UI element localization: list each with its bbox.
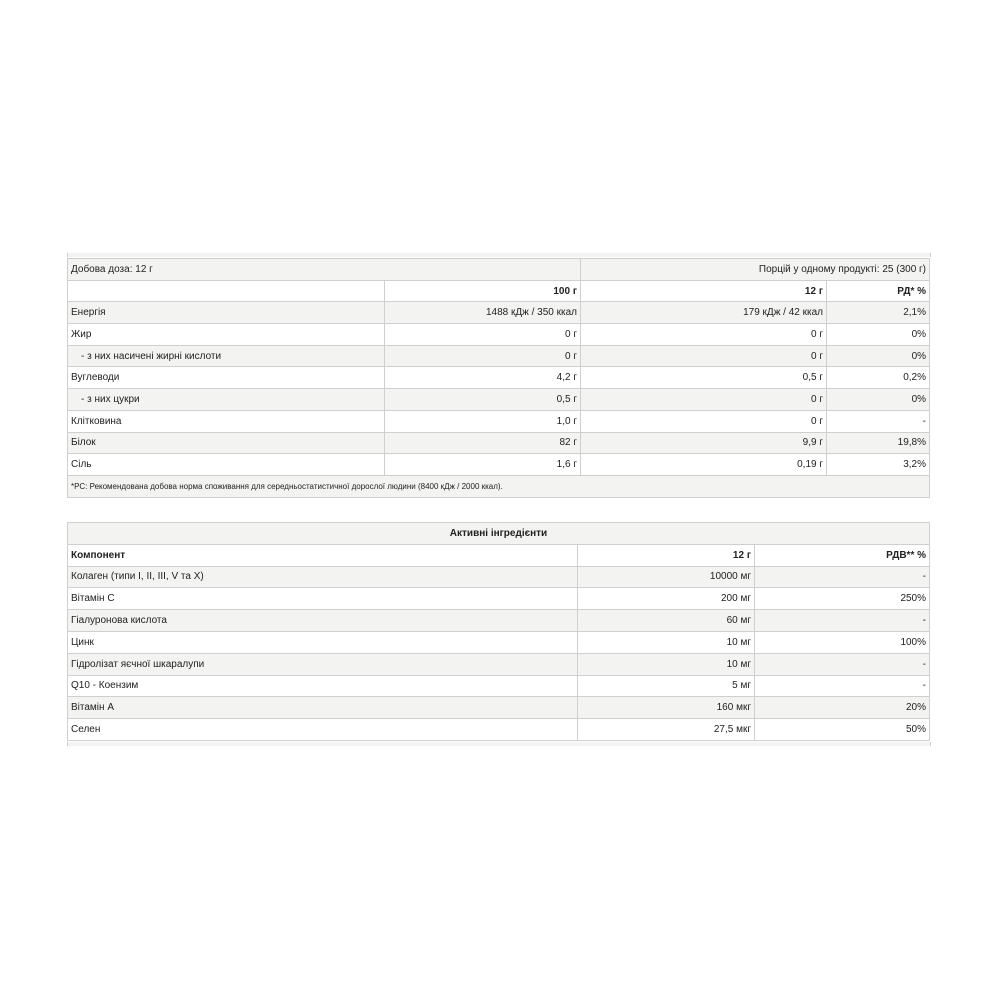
nutrient-rd: 0% xyxy=(827,324,930,346)
table-top-edge xyxy=(67,253,931,257)
nutrient-rd: 3,2% xyxy=(827,454,930,476)
header-rd: РД* % xyxy=(827,280,930,302)
ingredient-rdv: - xyxy=(755,653,930,675)
table-row xyxy=(68,345,930,367)
servings-label: Порцій у одному продукті: 25 (300 г) xyxy=(581,259,930,281)
header-rdv: РДВ** % xyxy=(755,544,930,566)
table-header-row xyxy=(68,544,930,566)
table-row xyxy=(68,697,930,719)
ingredient-amount: 200 мг xyxy=(578,588,755,610)
table-row xyxy=(68,475,930,497)
table-row xyxy=(68,389,930,411)
table-row xyxy=(68,653,930,675)
ingredient-name: Гіалуронова кислота xyxy=(68,610,578,632)
nutrient-rd: 0% xyxy=(827,345,930,367)
active-ingredients-title: Активні інгредієнти xyxy=(68,523,930,545)
nutrient-per100: 0,5 г xyxy=(385,389,581,411)
ingredient-name: Вітамін C xyxy=(68,588,578,610)
nutrient-name: Вуглеводи xyxy=(68,367,385,389)
table-row xyxy=(68,631,930,653)
table-row xyxy=(68,610,930,632)
table-row xyxy=(68,302,930,324)
ingredient-name: Селен xyxy=(68,719,578,741)
header-amount: 12 г xyxy=(578,544,755,566)
nutrient-rd: 0% xyxy=(827,389,930,411)
nutrient-per100: 1488 кДж / 350 ккал xyxy=(385,302,581,324)
table-row xyxy=(68,410,930,432)
nutrient-per100: 82 г xyxy=(385,432,581,454)
nutrient-name: - з них насичені жирні кислоти xyxy=(68,345,385,367)
ingredient-rdv: - xyxy=(755,675,930,697)
ingredient-rdv: 20% xyxy=(755,697,930,719)
nutrient-rd: 19,8% xyxy=(827,432,930,454)
ingredient-name: Вітамін A xyxy=(68,697,578,719)
nutrient-per12: 0,5 г xyxy=(581,367,827,389)
nutrient-per12: 0 г xyxy=(581,389,827,411)
table-bottom-edge xyxy=(67,742,931,746)
table-row xyxy=(68,566,930,588)
nutrient-name: Енергія xyxy=(68,302,385,324)
ingredient-amount: 27,5 мкг xyxy=(578,719,755,741)
ingredient-rdv: 250% xyxy=(755,588,930,610)
ingredient-amount: 10000 мг xyxy=(578,566,755,588)
table-row xyxy=(68,454,930,476)
daily-dose-label: Добова доза: 12 г xyxy=(68,259,581,281)
nutrition-facts-table xyxy=(67,258,930,498)
nutrient-name: Жир xyxy=(68,324,385,346)
ingredient-rdv: 50% xyxy=(755,719,930,741)
ingredient-amount: 160 мкг xyxy=(578,697,755,719)
header-12g: 12 г xyxy=(581,280,827,302)
nutrient-per12: 9,9 г xyxy=(581,432,827,454)
table-row xyxy=(68,259,930,281)
nutrient-per100: 0 г xyxy=(385,345,581,367)
table-row xyxy=(68,324,930,346)
table-header-row xyxy=(68,280,930,302)
active-ingredients-table xyxy=(67,522,930,741)
ingredient-name: Колаген (типи I, II, III, V та X) xyxy=(68,566,578,588)
ingredient-amount: 10 мг xyxy=(578,631,755,653)
ingredient-rdv: 100% xyxy=(755,631,930,653)
nutrient-per100: 0 г xyxy=(385,324,581,346)
nutrient-name: - з них цукри xyxy=(68,389,385,411)
nutrient-name: Сіль xyxy=(68,454,385,476)
table-title-row xyxy=(68,523,930,545)
ingredient-amount: 10 мг xyxy=(578,653,755,675)
nutrient-rd: - xyxy=(827,410,930,432)
nutrient-per100: 4,2 г xyxy=(385,367,581,389)
table-row xyxy=(68,719,930,741)
nutrient-per12: 0 г xyxy=(581,345,827,367)
ingredient-name: Гідролізат яєчної шкаралупи xyxy=(68,653,578,675)
nutrient-rd: 2,1% xyxy=(827,302,930,324)
nutrient-per100: 1,6 г xyxy=(385,454,581,476)
nutrient-name: Білок xyxy=(68,432,385,454)
nutrient-per12: 0,19 г xyxy=(581,454,827,476)
ingredient-rdv: - xyxy=(755,610,930,632)
nutrient-per12: 0 г xyxy=(581,410,827,432)
nutrient-rd: 0,2% xyxy=(827,367,930,389)
ingredient-rdv: - xyxy=(755,566,930,588)
header-100g: 100 г xyxy=(385,280,581,302)
ingredient-name: Q10 - Коензим xyxy=(68,675,578,697)
table-row xyxy=(68,367,930,389)
footnote: *РС: Рекомендована добова норма споживання для середньостатистичної дорослої людини (8400 кДж / 2000 ккал). xyxy=(68,475,930,497)
ingredient-amount: 5 мг xyxy=(578,675,755,697)
nutrient-per12: 179 кДж / 42 ккал xyxy=(581,302,827,324)
nutrient-name: Клітковина xyxy=(68,410,385,432)
ingredient-name: Цинк xyxy=(68,631,578,653)
nutrient-per12: 0 г xyxy=(581,324,827,346)
header-empty-cell xyxy=(68,280,385,302)
table-row xyxy=(68,675,930,697)
table-row xyxy=(68,432,930,454)
header-component: Компонент xyxy=(68,544,578,566)
ingredient-amount: 60 мг xyxy=(578,610,755,632)
table-row xyxy=(68,588,930,610)
nutrient-per100: 1,0 г xyxy=(385,410,581,432)
